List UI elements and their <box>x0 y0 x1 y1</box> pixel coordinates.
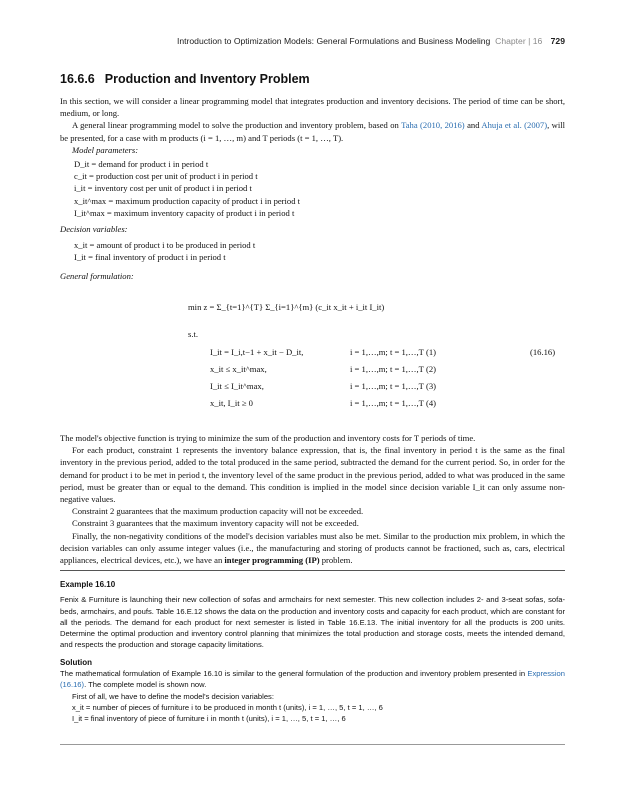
constraint-4-lhs: x_it, I_it ≥ 0 <box>210 398 253 408</box>
citation-link-ahuja[interactable]: Ahuja et al. (2007) <box>481 120 548 131</box>
chapter-label: Chapter | 16 <box>495 36 543 46</box>
param-item: I_it^max = maximum inventory capacity of product i in period t <box>74 207 295 218</box>
constraint-1-number: (1) <box>426 347 437 357</box>
constraint-4-number: (4) <box>426 398 437 408</box>
citation-link-taha[interactable]: Taha (2010, 2016) <box>401 120 465 131</box>
intro-paragraph-2: A general linear programming model to solve the production and inventory problem, based on Taha (2010, 2016) and Ahuja et al. (2007), will be presented, for a case with m products (i = 1, …, m) and T periods (t = 1, …, T). <box>60 120 565 143</box>
solution-vars-intro: First of all, we have to define the model's decision variables: <box>72 691 274 701</box>
st-label: s.t. <box>188 329 199 339</box>
example-box <box>60 579 565 725</box>
param-item: D_it = demand for product i in period t <box>74 159 209 170</box>
example-title: Example 16.10 <box>60 580 116 589</box>
constraint-4-range: i = 1,…,m; t = 1,…,T <box>350 398 424 408</box>
running-header <box>60 36 565 46</box>
running-header-title: Introduction to Optimization Models: General Formulations and Business Modeling <box>176 36 491 46</box>
constraint-2-lhs: x_it ≤ x_it^max, <box>210 364 267 374</box>
solution-var-item: I_it = final inventory of piece of furniture i in month t (units), i = 1, …, 5, t = 1, …, 6 <box>72 714 346 724</box>
section-title: Production and Inventory Problem <box>104 72 310 86</box>
solution-vars-list <box>72 702 565 725</box>
example-top-rule <box>60 570 565 571</box>
solution-text: The mathematical formulation of Example 16.10 is similar to the general formulation of the production and inventory problem presented in Expression (16.16). The complete model is shown now. <box>60 669 565 690</box>
solution-title: Solution <box>60 657 92 667</box>
constraint-3-number: (3) <box>426 381 437 391</box>
explanation-paragraph: Constraint 3 guarantees that the maximum inventory capacity will not be exceeded. <box>72 518 359 529</box>
explanation-paragraph: For each product, constraint 1 represents the inventory balance expression, that is, the final inventory in period t is the same as the final inventory in the previous period, added to the total produced in the same period, subtracted the demand for the current period. So, in order for the demand for product i to be met in period t, the inventory level of the same product in the previous period, added to what was produced in the same period, must be greater than or equal to the demand. This condition is implied in the model since decision variable I_it can only assume non-negative values. <box>60 445 565 505</box>
formulation-heading: General formulation: <box>60 270 134 281</box>
var-item: I_it = final inventory of product i in period t <box>74 252 226 263</box>
objective-function: min z = Σ_{t=1}^{T} Σ_{i=1}^{m} (c_it x_it + i_it I_it) <box>188 302 385 312</box>
example-bottom-rule <box>60 744 565 745</box>
page-number: 729 <box>550 36 565 46</box>
param-item: i_it = inventory cost per unit of product i in period t <box>74 183 252 194</box>
explanation-block <box>60 432 565 566</box>
constraint-3-range: i = 1,…,m; t = 1,…,T <box>350 381 424 391</box>
param-item: c_it = production cost per unit of product i in period t <box>74 171 258 182</box>
explanation-paragraph: The model's objective function is trying to minimize the sum of the production and inventory costs for T periods of time. <box>60 433 476 443</box>
section-number: 16.6.6 <box>60 72 95 86</box>
section-heading <box>60 72 310 86</box>
vars-list <box>74 239 565 263</box>
var-item: x_it = amount of product i to be produced in period t <box>74 240 256 251</box>
explanation-paragraph: Finally, the non-negativity conditions of the model's decision variables must also be met. Similar to the production mix problem, in which the decision variables can only assume integer values (i.e., the manufacturing and storing of products cannot be fractioned, such as, cars, electrical appliances, electrical devices, etc.), we have an integer programming (IP) problem. <box>60 530 565 566</box>
params-heading: Model parameters: <box>72 144 139 155</box>
constraint-1-lhs: I_it = I_i,t−1 + x_it − D_it, <box>210 347 304 357</box>
integer-programming-term: integer programming (IP) <box>224 555 320 566</box>
vars-heading: Decision variables: <box>60 224 128 235</box>
example-text: Fenix & Furniture is launching their new collection of sofas and armchairs for next semester. This new collection includes 2- and 3-seat sofas, sofa-beds, armchairs, and poufs. Table 16.E.12 shows the data on the production and inventory costs and capacity for each product, which are constant for all the periods. The demand for each product for next semester is listed in Table 16.E.13. The initial inventory for all the products is 200 units. Determine the optimal production and inventory control planning that minimizes the total production and storage costs, meets the intended demand, and respects the production and storage capacity limitations. <box>60 595 565 650</box>
constraint-2-range: i = 1,…,m; t = 1,…,T <box>350 364 424 374</box>
constraint-3-lhs: I_it ≤ I_it^max, <box>210 381 264 391</box>
constraint-1-range: i = 1,…,m; t = 1,…,T <box>350 347 424 357</box>
params-list <box>74 158 565 219</box>
explanation-paragraph: Constraint 2 guarantees that the maximum production capacity will not be exceeded. <box>72 506 364 517</box>
solution-var-item: x_it = number of pieces of furniture i to be produced in month t (units), i = 1, …, 5, t = 1, …, 6 <box>72 702 383 712</box>
constraint-2-number: (2) <box>426 364 437 374</box>
param-item: x_it^max = maximum production capacity of product i in period t <box>74 195 301 206</box>
intro-block <box>60 95 565 282</box>
equation-number: (16.16) <box>530 347 556 357</box>
expression-link[interactable]: Expression (16.16) <box>60 669 565 690</box>
intro-paragraph-1: In this section, we will consider a linear programming model that integrates production and inventory decisions. The period of time can be short, medium, or long. <box>60 96 565 119</box>
